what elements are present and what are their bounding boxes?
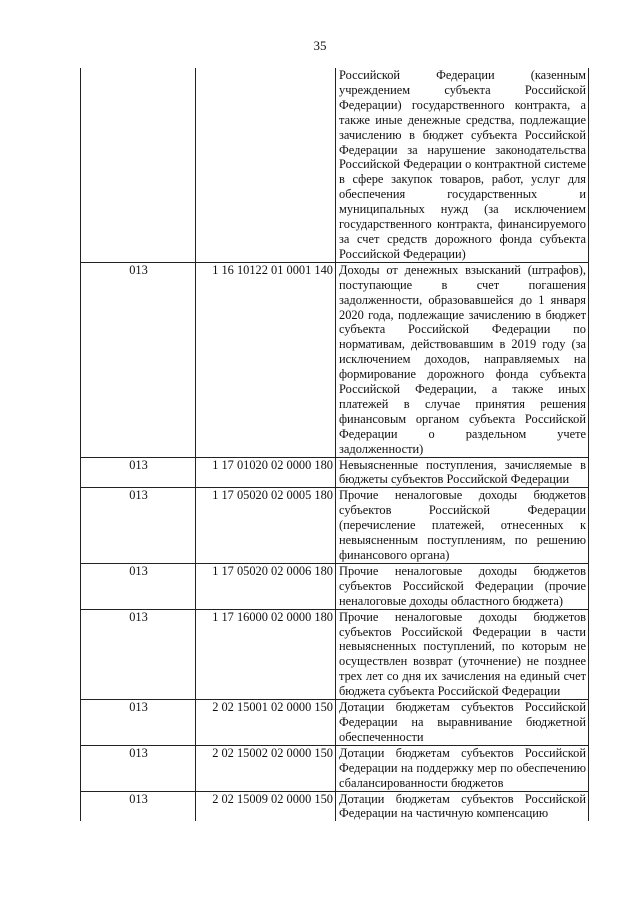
admin-code-cell: 013 <box>81 563 196 609</box>
admin-code-cell: 013 <box>81 609 196 699</box>
description-cell: Российской Федерации (казенным учреждением субъекта Российской Федерации) государственного контракта, а также иные денежные средства, подлежащие зачислению в бюджет субъекта Российской Федерации за нарушение законодательства Российской Федерации о контрактной системе в сфере закупок товаров, работ, услуг для обеспечения государственных и муниципальных нужд (за исключением государственного контракта, финансируемого за счет средств дорожного фонда субъекта Российской Федерации) <box>336 68 589 262</box>
description-cell: Дотации бюджетам субъектов Российской Федерации на частичную компенсацию <box>336 791 589 821</box>
budget-code-cell: 1 17 01020 02 0000 180 <box>196 457 336 488</box>
table-row <box>81 262 589 457</box>
description-cell: Дотации бюджетам субъектов Российской Федерации на выравнивание бюджетной обеспеченности <box>336 700 589 746</box>
table-row <box>81 700 589 746</box>
budget-code-cell: 2 02 15002 02 0000 150 <box>196 745 336 791</box>
admin-code-cell: 013 <box>81 791 196 821</box>
table-row <box>81 791 589 821</box>
admin-code-cell: 013 <box>81 745 196 791</box>
admin-code-cell <box>81 68 196 262</box>
table-row <box>81 609 589 699</box>
budget-code-cell <box>196 68 336 262</box>
description-cell: Доходы от денежных взысканий (штрафов), поступающие в счет погашения задолженности, образовавшейся до 1 января 2020 года, подлежащие зачислению в бюджет субъекта Российской Федерации по нормативам, действовавшим в 2019 году (за исключением доходов, направляемых на формирование дорожного фонда субъекта Российской Федерации, а также иных платежей в случае принятия решения финансовым органом субъекта Российской Федерации о раздельном учете задолженности) <box>336 262 589 457</box>
budget-code-cell: 1 16 10122 01 0001 140 <box>196 262 336 457</box>
table-row <box>81 488 589 564</box>
admin-code-cell: 013 <box>81 262 196 457</box>
page-number: 35 <box>313 38 327 53</box>
description-cell: Дотации бюджетам субъектов Российской Федерации на поддержку мер по обеспечению сбалансированности бюджетов <box>336 745 589 791</box>
table-row <box>81 563 589 609</box>
budget-code-cell: 1 17 05020 02 0006 180 <box>196 563 336 609</box>
budget-income-table <box>80 68 589 821</box>
table-row <box>81 457 589 488</box>
budget-code-cell: 1 17 16000 02 0000 180 <box>196 609 336 699</box>
admin-code-cell: 013 <box>81 700 196 746</box>
description-cell: Прочие неналоговые доходы бюджетов субъектов Российской Федерации (перечисление платежей, отнесенных к невыясненным поступлениям, по решению финансового органа) <box>336 488 589 564</box>
admin-code-cell: 013 <box>81 488 196 564</box>
budget-code-cell: 2 02 15001 02 0000 150 <box>196 700 336 746</box>
admin-code-cell: 013 <box>81 457 196 488</box>
description-cell: Прочие неналоговые доходы бюджетов субъектов Российской Федерации (прочие неналоговые доходы областного бюджета) <box>336 563 589 609</box>
budget-code-cell: 1 17 05020 02 0005 180 <box>196 488 336 564</box>
budget-code-cell: 2 02 15009 02 0000 150 <box>196 791 336 821</box>
description-cell: Прочие неналоговые доходы бюджетов субъектов Российской Федерации в части невыясненных поступлений, по которым не осуществлен возврат (уточнение) не позднее трех лет со дня их зачисления на единый счет бюджета субъекта Российской Федерации <box>336 609 589 699</box>
description-cell: Невыясненные поступления, зачисляемые в бюджеты субъектов Российской Федерации <box>336 457 589 488</box>
table-row <box>81 68 589 262</box>
table-row <box>81 745 589 791</box>
